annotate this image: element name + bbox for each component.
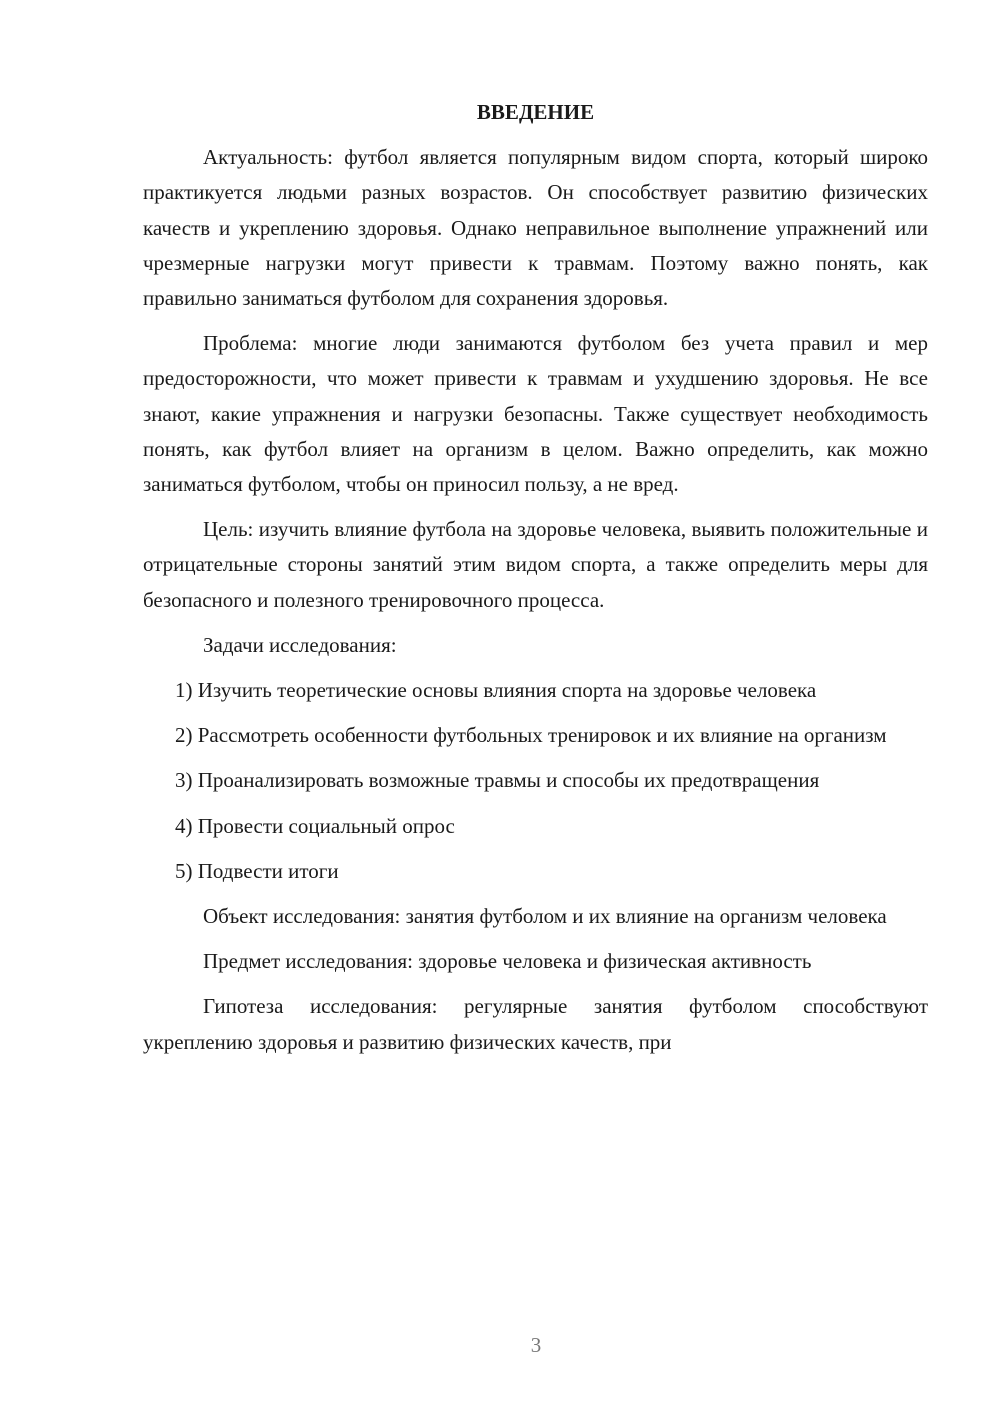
section-title: ВВЕДЕНИЕ bbox=[476, 100, 595, 124]
task-item-2: 2) Рассмотреть особенности футбольных тренировок и их влияние на организм bbox=[175, 723, 887, 748]
task-item-3: 3) Проанализировать возможные травмы и способы их предотвращения bbox=[175, 768, 820, 793]
paragraph-relevance: Актуальность: футбол является популярным видом спорта, который широко практикуется людьми разных возрастов. Он способствует развитию физических качеств и укреплению здоровья. Однако неправильное выполнение упражнений или чрезмерные нагрузки могут привести к травмам. Поэтому важно понять, как правильно заниматься футболом для сохранения здоровья. bbox=[143, 145, 928, 311]
paragraph-hypothesis: Гипотеза исследования: регулярные занятия футболом способствуют укреплению здоровья и развитию физических качеств, при bbox=[143, 994, 928, 1054]
paragraph-goal: Цель: изучить влияние футбола на здоровье человека, выявить положительные и отрицательные стороны занятий этим видом спорта, а также определить меры для безопасного и полезного тренировочного процесса. bbox=[143, 517, 928, 612]
task-item-4: 4) Провести социальный опрос bbox=[175, 813, 455, 838]
page-number: 3 bbox=[530, 1333, 542, 1357]
task-item-5: 5) Подвести итоги bbox=[175, 858, 339, 883]
paragraph-object: Объект исследования: занятия футболом и их влияние на организм человека bbox=[203, 904, 887, 929]
paragraph-problem: Проблема: многие люди занимаются футболом без учета правил и мер предосторожности, что может привести к травмам и ухудшению здоровья. Не все знают, какие упражнения и нагрузки безопасны. Также существует необходимость понять, как футбол влияет на организм в целом. Важно определить, как можно заниматься футболом, чтобы он приносил пользу, а не вред. bbox=[143, 331, 928, 497]
paragraph-tasks-heading: Задачи исследования: bbox=[203, 632, 397, 657]
task-item-1: 1) Изучить теоретические основы влияния спорта на здоровье человека bbox=[175, 678, 817, 703]
page-content bbox=[143, 95, 928, 1070]
paragraph-subject: Предмет исследования: здоровье человека и физическая активность bbox=[203, 949, 812, 974]
